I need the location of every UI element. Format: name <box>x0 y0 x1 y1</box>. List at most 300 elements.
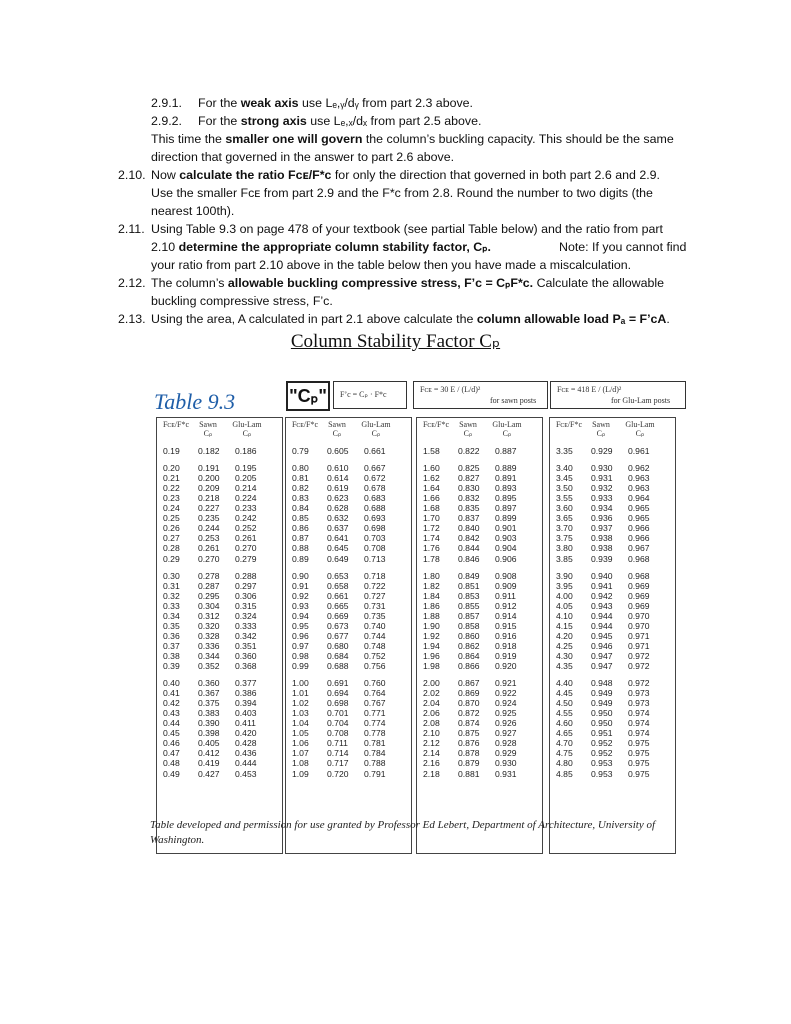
glulam-cp-cell: 0.333 <box>235 620 257 631</box>
ratio-cell: 2.14 <box>423 748 440 759</box>
text: For the <box>198 114 241 128</box>
item-number-2-10: 2.10. <box>118 168 146 182</box>
text: 2.10 <box>151 240 179 254</box>
text: Calculate the allowable <box>533 276 664 290</box>
ratio-cell: 0.92 <box>292 590 309 601</box>
glulam-cp-cell: 0.971 <box>628 640 650 651</box>
column-header: Cₚ <box>635 429 645 438</box>
ratio-cell: 0.89 <box>292 553 309 564</box>
sawn-cp-cell: 0.390 <box>198 718 220 729</box>
glulam-cp-cell: 0.974 <box>628 708 650 719</box>
glulam-cp-cell: 0.748 <box>364 640 386 651</box>
glulam-cp-cell: 0.969 <box>628 580 650 591</box>
ratio-cell: 2.08 <box>423 718 440 729</box>
ratio-cell: 2.12 <box>423 738 440 749</box>
sawn-cp-cell: 0.680 <box>327 640 349 651</box>
ratio-cell: 2.16 <box>423 758 440 769</box>
formula-glulam: Fᴄᴇ = 418 E / (L/d)² <box>557 385 622 394</box>
glulam-cp-cell: 0.975 <box>628 748 650 759</box>
glulam-cp-cell: 0.698 <box>364 523 386 534</box>
glulam-cp-cell: 0.974 <box>628 728 650 739</box>
ratio-cell: 4.85 <box>556 768 573 779</box>
glulam-cp-cell: 0.904 <box>495 543 517 554</box>
sawn-cp-cell: 0.944 <box>591 620 613 631</box>
ratio-cell: 3.70 <box>556 523 573 534</box>
column-header: Cₚ <box>203 429 213 438</box>
sawn-cp-cell: 0.851 <box>458 580 480 591</box>
glulam-cp-cell: 0.297 <box>235 580 257 591</box>
sawn-cp-cell: 0.405 <box>198 738 220 749</box>
text: the column’s buckling capacity. This should be the same <box>362 132 674 146</box>
ratio-cell: 1.05 <box>292 728 309 739</box>
glulam-cp-cell: 0.926 <box>495 718 517 729</box>
item-number-2-11: 2.11. <box>118 222 145 236</box>
glulam-cp-cell: 0.968 <box>628 553 650 564</box>
text-bold: determine the appropriate column stability factor, Cₚ. <box>178 240 491 254</box>
glulam-cp-cell: 0.964 <box>628 493 650 504</box>
item-number-2-9-1: 2.9.1. <box>151 96 183 110</box>
ratio-cell: 4.25 <box>556 640 573 651</box>
ratio-cell: 0.33 <box>163 600 180 611</box>
glulam-cp-cell: 0.968 <box>628 570 650 581</box>
ratio-cell: 0.36 <box>163 630 180 641</box>
sawn-cp-cell: 0.191 <box>198 463 220 474</box>
glulam-cp-cell: 0.961 <box>628 446 650 456</box>
sawn-cp-cell: 0.840 <box>458 523 480 534</box>
column-header: Cₚ <box>502 429 512 438</box>
glulam-cp-cell: 0.683 <box>364 493 386 504</box>
ratio-cell: 0.26 <box>163 523 180 534</box>
ratio-cell: 2.00 <box>423 678 440 689</box>
sawn-cp-cell: 0.937 <box>591 523 613 534</box>
sawn-cp-cell: 0.872 <box>458 708 480 719</box>
ratio-cell: 1.90 <box>423 620 440 631</box>
ratio-cell: 3.60 <box>556 503 573 514</box>
sawn-cp-cell: 0.623 <box>327 493 349 504</box>
sawn-cp-cell: 0.933 <box>591 493 613 504</box>
glulam-cp-cell: 0.967 <box>628 543 650 554</box>
ratio-cell: 1.04 <box>292 718 309 729</box>
formula-fc: F’c = Cₚ · F*c <box>340 390 387 399</box>
glulam-cp-cell: 0.722 <box>364 580 386 591</box>
ratio-cell: 0.44 <box>163 718 180 729</box>
glulam-cp-cell: 0.688 <box>364 503 386 514</box>
glulam-cp-cell: 0.965 <box>628 503 650 514</box>
sawn-cp-cell: 0.952 <box>591 748 613 759</box>
sawn-cp-cell: 0.200 <box>198 473 220 484</box>
table-footnote: Table developed and permission for use granted by Professor Ed Lebert, Department of Architecture, University of Washington. <box>150 819 656 846</box>
text-bold: column allowable load Pₐ = F’cA <box>476 312 667 326</box>
ratio-cell: 0.28 <box>163 543 180 554</box>
text: use Lₑ,ᵧ/dᵧ from part 2.3 above. <box>298 96 474 110</box>
glulam-cp-cell: 0.444 <box>235 758 257 769</box>
sawn-cp-cell: 0.253 <box>198 533 220 544</box>
instruction-2-9-2 <box>198 112 481 130</box>
glulam-cp-cell: 0.351 <box>235 640 257 651</box>
glulam-cp-cell: 0.915 <box>495 620 517 631</box>
sawn-cp-cell: 0.295 <box>198 590 220 601</box>
glulam-cp-cell: 0.420 <box>235 728 257 739</box>
ratio-cell: 3.90 <box>556 570 573 581</box>
glulam-cp-cell: 0.973 <box>628 698 650 709</box>
sawn-cp-cell: 0.942 <box>591 590 613 601</box>
glulam-cp-cell: 0.903 <box>495 533 517 544</box>
ratio-cell: 1.02 <box>292 698 309 709</box>
ratio-cell: 0.22 <box>163 483 180 494</box>
sawn-cp-cell: 0.677 <box>327 630 349 641</box>
formula-glulam-note: for Glu-Lam posts <box>611 396 671 405</box>
ratio-cell: 1.76 <box>423 543 440 554</box>
instruction-2-9-1 <box>198 94 473 112</box>
glulam-cp-cell: 0.778 <box>364 728 386 739</box>
glulam-cp-cell: 0.930 <box>495 758 517 769</box>
text: For the <box>198 96 241 110</box>
ratio-cell: 0.83 <box>292 493 309 504</box>
ratio-cell: 3.80 <box>556 543 573 554</box>
glulam-cp-cell: 0.921 <box>495 678 517 689</box>
ratio-cell: 0.38 <box>163 650 180 661</box>
column-header: Sawn <box>592 420 610 429</box>
formula-sawn-note: for sawn posts <box>490 396 537 405</box>
ratio-cell: 4.75 <box>556 748 573 759</box>
ratio-cell: 0.30 <box>163 570 180 581</box>
item-number-2-12: 2.12. <box>118 276 146 290</box>
glulam-cp-cell: 0.901 <box>495 523 517 534</box>
sawn-cp-cell: 0.939 <box>591 553 613 564</box>
ratio-cell: 4.00 <box>556 590 573 601</box>
column-header: Glu-Lam <box>625 420 655 429</box>
glulam-cp-cell: 0.242 <box>235 513 257 524</box>
sawn-cp-cell: 0.950 <box>591 708 613 719</box>
sawn-cp-cell: 0.632 <box>327 513 349 524</box>
sawn-cp-cell: 0.209 <box>198 483 220 494</box>
ratio-cell: 1.96 <box>423 650 440 661</box>
glulam-cp-cell: 0.771 <box>364 708 386 719</box>
glulam-cp-cell: 0.306 <box>235 590 257 601</box>
glulam-cp-cell: 0.929 <box>495 748 517 759</box>
sawn-cp-cell: 0.352 <box>198 661 220 671</box>
ratio-cell: 0.20 <box>163 463 180 474</box>
sawn-cp-cell: 0.874 <box>458 718 480 729</box>
glulam-cp-cell: 0.233 <box>235 503 257 514</box>
paragraph-line <box>151 130 674 148</box>
ratio-cell: 0.79 <box>292 446 309 456</box>
glulam-cp-cell: 0.887 <box>495 446 517 456</box>
column-header: Sawn <box>199 420 217 429</box>
ratio-cell: 0.25 <box>163 513 180 524</box>
paragraph-line <box>151 238 491 256</box>
column-header: Fᴄᴇ/F*c <box>555 420 583 429</box>
ratio-cell: 0.90 <box>292 570 309 581</box>
sawn-cp-cell: 0.312 <box>198 610 220 621</box>
glulam-cp-cell: 0.791 <box>364 768 386 779</box>
ratio-cell: 0.80 <box>292 463 309 474</box>
ratio-cell: 4.15 <box>556 620 573 631</box>
glulam-cp-cell: 0.727 <box>364 590 386 601</box>
paragraph-line: your ratio from part 2.10 above in the table below then you have made a miscalculation. <box>151 258 632 272</box>
sawn-cp-cell: 0.720 <box>327 768 349 779</box>
ratio-cell: 1.74 <box>423 533 440 544</box>
text-bold: weak axis <box>240 96 299 110</box>
sawn-cp-cell: 0.641 <box>327 533 349 544</box>
glulam-cp-cell: 0.195 <box>235 463 257 474</box>
glulam-cp-cell: 0.891 <box>495 473 517 484</box>
glulam-cp-cell: 0.788 <box>364 758 386 769</box>
sawn-cp-cell: 0.825 <box>458 463 480 474</box>
glulam-cp-cell: 0.906 <box>495 553 517 564</box>
column-header: Fᴄᴇ/F*c <box>162 420 190 429</box>
ratio-cell: 4.45 <box>556 688 573 699</box>
table-column-group <box>416 417 543 854</box>
note-text: Note: If you cannot find <box>559 240 687 254</box>
sawn-cp-cell: 0.936 <box>591 513 613 524</box>
sawn-cp-cell: 0.717 <box>327 758 349 769</box>
sawn-cp-cell: 0.857 <box>458 610 480 621</box>
sawn-cp-cell: 0.876 <box>458 738 480 749</box>
ratio-cell: 2.06 <box>423 708 440 719</box>
sawn-cp-cell: 0.637 <box>327 523 349 534</box>
glulam-cp-cell: 0.436 <box>235 748 257 759</box>
sawn-cp-cell: 0.929 <box>591 446 613 456</box>
ratio-cell: 3.55 <box>556 493 573 504</box>
sawn-cp-cell: 0.287 <box>198 580 220 591</box>
ratio-cell: 0.91 <box>292 580 309 591</box>
glulam-cp-cell: 0.908 <box>495 570 517 581</box>
glulam-cp-cell: 0.931 <box>495 768 517 779</box>
ratio-cell: 1.84 <box>423 590 440 601</box>
ratio-cell: 0.29 <box>163 553 180 564</box>
glulam-cp-cell: 0.774 <box>364 718 386 729</box>
sawn-cp-cell: 0.881 <box>458 768 480 779</box>
glulam-cp-cell: 0.667 <box>364 463 386 474</box>
glulam-cp-cell: 0.895 <box>495 493 517 504</box>
ratio-cell: 0.46 <box>163 738 180 749</box>
ratio-cell: 0.45 <box>163 728 180 739</box>
glulam-cp-cell: 0.781 <box>364 738 386 749</box>
glulam-cp-cell: 0.972 <box>628 661 650 671</box>
glulam-cp-cell: 0.186 <box>235 446 257 456</box>
glulam-cp-cell: 0.394 <box>235 698 257 709</box>
ratio-cell: 1.82 <box>423 580 440 591</box>
glulam-cp-cell: 0.924 <box>495 698 517 709</box>
sawn-cp-cell: 0.846 <box>458 553 480 564</box>
sawn-cp-cell: 0.844 <box>458 543 480 554</box>
sawn-cp-cell: 0.658 <box>327 580 349 591</box>
sawn-cp-cell: 0.336 <box>198 640 220 651</box>
glulam-cp-cell: 0.972 <box>628 650 650 661</box>
sawn-cp-cell: 0.375 <box>198 698 220 709</box>
glulam-cp-cell: 0.975 <box>628 738 650 749</box>
ratio-cell: 0.34 <box>163 610 180 621</box>
sawn-cp-cell: 0.878 <box>458 748 480 759</box>
sawn-cp-cell: 0.875 <box>458 728 480 739</box>
sawn-cp-cell: 0.691 <box>327 678 349 689</box>
ratio-cell: 3.45 <box>556 473 573 484</box>
glulam-cp-cell: 0.920 <box>495 661 517 671</box>
glulam-cp-cell: 0.693 <box>364 513 386 524</box>
sawn-cp-cell: 0.227 <box>198 503 220 514</box>
sawn-cp-cell: 0.304 <box>198 600 220 611</box>
sawn-cp-cell: 0.694 <box>327 688 349 699</box>
ratio-cell: 1.94 <box>423 640 440 651</box>
table-title: Column Stability Factor Cₚ <box>290 331 501 352</box>
glulam-cp-cell: 0.377 <box>235 678 257 689</box>
ratio-cell: 1.88 <box>423 610 440 621</box>
glulam-cp-cell: 0.975 <box>628 758 650 769</box>
text-bold: smaller one will govern <box>225 132 363 146</box>
sawn-cp-cell: 0.701 <box>327 708 349 719</box>
ratio-cell: 1.06 <box>292 738 309 749</box>
sawn-cp-cell: 0.953 <box>591 758 613 769</box>
column-header: Glu-Lam <box>361 420 391 429</box>
glulam-cp-cell: 0.744 <box>364 630 386 641</box>
paragraph-line: nearest 100th). <box>151 204 235 218</box>
sawn-cp-cell: 0.870 <box>458 698 480 709</box>
paragraph-line: buckling compressive stress, F’c. <box>151 294 333 308</box>
column-header: Cₚ <box>371 429 381 438</box>
glulam-cp-cell: 0.324 <box>235 610 257 621</box>
sawn-cp-cell: 0.412 <box>198 748 220 759</box>
text-bold: strong axis <box>240 114 307 128</box>
sawn-cp-cell: 0.822 <box>458 446 480 456</box>
ratio-cell: 1.60 <box>423 463 440 474</box>
sawn-cp-cell: 0.367 <box>198 688 220 699</box>
text: This time the <box>151 132 226 146</box>
text: The column’s <box>151 276 228 290</box>
sawn-cp-cell: 0.605 <box>327 446 349 456</box>
ratio-cell: 3.75 <box>556 533 573 544</box>
sawn-cp-cell: 0.862 <box>458 640 480 651</box>
glulam-cp-cell: 0.914 <box>495 610 517 621</box>
glulam-cp-cell: 0.752 <box>364 650 386 661</box>
sawn-cp-cell: 0.619 <box>327 483 349 494</box>
ratio-cell: 0.39 <box>163 661 180 671</box>
glulam-cp-cell: 0.966 <box>628 533 650 544</box>
text-bold: calculate the ratio Fᴄᴇ/F*ᴄ <box>179 168 332 182</box>
ratio-cell: 1.09 <box>292 768 309 779</box>
sawn-cp-cell: 0.947 <box>591 661 613 671</box>
ratio-cell: 0.21 <box>163 473 180 484</box>
ratio-cell: 0.94 <box>292 610 309 621</box>
glulam-cp-cell: 0.928 <box>495 738 517 749</box>
column-header: Cₚ <box>463 429 473 438</box>
ratio-cell: 0.47 <box>163 748 180 759</box>
text: . <box>666 312 670 326</box>
glulam-cp-cell: 0.428 <box>235 738 257 749</box>
sawn-cp-cell: 0.427 <box>198 768 220 779</box>
glulam-cp-cell: 0.703 <box>364 533 386 544</box>
glulam-cp-cell: 0.963 <box>628 483 650 494</box>
sawn-cp-cell: 0.688 <box>327 661 349 671</box>
sawn-cp-cell: 0.949 <box>591 688 613 699</box>
sawn-cp-cell: 0.614 <box>327 473 349 484</box>
ratio-cell: 0.23 <box>163 493 180 504</box>
glulam-cp-cell: 0.270 <box>235 543 257 554</box>
ratio-cell: 4.20 <box>556 630 573 641</box>
glulam-cp-cell: 0.970 <box>628 610 650 621</box>
glulam-cp-cell: 0.974 <box>628 718 650 729</box>
ratio-cell: 0.88 <box>292 543 309 554</box>
glulam-cp-cell: 0.909 <box>495 580 517 591</box>
ratio-cell: 4.35 <box>556 661 573 671</box>
glulam-cp-cell: 0.922 <box>495 688 517 699</box>
table-column-group <box>285 417 412 854</box>
ratio-cell: 1.62 <box>423 473 440 484</box>
glulam-cp-cell: 0.973 <box>628 688 650 699</box>
ratio-cell: 4.60 <box>556 718 573 729</box>
ratio-cell: 1.58 <box>423 446 440 456</box>
sawn-cp-cell: 0.932 <box>591 483 613 494</box>
column-header: Glu-Lam <box>492 420 522 429</box>
sawn-cp-cell: 0.649 <box>327 553 349 564</box>
column-header: Cₚ <box>242 429 252 438</box>
sawn-cp-cell: 0.948 <box>591 678 613 689</box>
sawn-cp-cell: 0.855 <box>458 600 480 611</box>
table-column-group <box>549 417 676 854</box>
text-bold: allowable buckling compressive stress, F’c = CₚF*c. <box>227 276 534 290</box>
ratio-cell: 2.02 <box>423 688 440 699</box>
ratio-cell: 0.97 <box>292 640 309 651</box>
sawn-cp-cell: 0.951 <box>591 728 613 739</box>
sawn-cp-cell: 0.261 <box>198 543 220 554</box>
table-column-group <box>156 417 283 854</box>
sawn-cp-cell: 0.945 <box>591 630 613 641</box>
glulam-cp-cell: 0.411 <box>235 718 256 729</box>
ratio-cell: 0.84 <box>292 503 309 514</box>
glulam-cp-cell: 0.735 <box>364 610 386 621</box>
column-header: Glu-Lam <box>232 420 262 429</box>
glulam-cp-cell: 0.718 <box>364 570 386 581</box>
sawn-cp-cell: 0.866 <box>458 661 480 671</box>
sawn-cp-cell: 0.832 <box>458 493 480 504</box>
ratio-cell: 0.49 <box>163 768 180 779</box>
ratio-cell: 3.35 <box>556 446 573 456</box>
glulam-cp-cell: 0.740 <box>364 620 386 631</box>
ratio-cell: 0.40 <box>163 678 180 689</box>
ratio-cell: 1.07 <box>292 748 309 759</box>
sawn-cp-cell: 0.837 <box>458 513 480 524</box>
sawn-cp-cell: 0.653 <box>327 570 349 581</box>
ratio-cell: 0.24 <box>163 503 180 514</box>
glulam-cp-cell: 0.731 <box>364 600 386 611</box>
ratio-cell: 1.92 <box>423 630 440 641</box>
sawn-cp-cell: 0.835 <box>458 503 480 514</box>
ratio-cell: 0.43 <box>163 708 180 719</box>
ratio-cell: 0.31 <box>163 580 180 591</box>
ratio-cell: 0.93 <box>292 600 309 611</box>
sawn-cp-cell: 0.673 <box>327 620 349 631</box>
column-header: Fᴄᴇ/F*c <box>422 420 450 429</box>
glulam-cp-cell: 0.897 <box>495 503 517 514</box>
sawn-cp-cell: 0.610 <box>327 463 349 474</box>
sawn-cp-cell: 0.661 <box>327 590 349 601</box>
sawn-cp-cell: 0.708 <box>327 728 349 739</box>
instruction-2-12 <box>151 274 664 292</box>
ratio-cell: 1.08 <box>292 758 309 769</box>
glulam-cp-cell: 0.315 <box>235 600 257 611</box>
cp-label-box: "Cₚ" <box>286 381 330 411</box>
ratio-cell: 2.04 <box>423 698 440 709</box>
sawn-cp-cell: 0.235 <box>198 513 220 524</box>
ratio-cell: 1.72 <box>423 523 440 534</box>
sawn-cp-cell: 0.244 <box>198 523 220 534</box>
glulam-cp-cell: 0.279 <box>235 553 257 564</box>
sawn-cp-cell: 0.419 <box>198 758 220 769</box>
sawn-cp-cell: 0.943 <box>591 600 613 611</box>
ratio-cell: 3.40 <box>556 463 573 474</box>
sawn-cp-cell: 0.938 <box>591 533 613 544</box>
sawn-cp-cell: 0.938 <box>591 543 613 554</box>
